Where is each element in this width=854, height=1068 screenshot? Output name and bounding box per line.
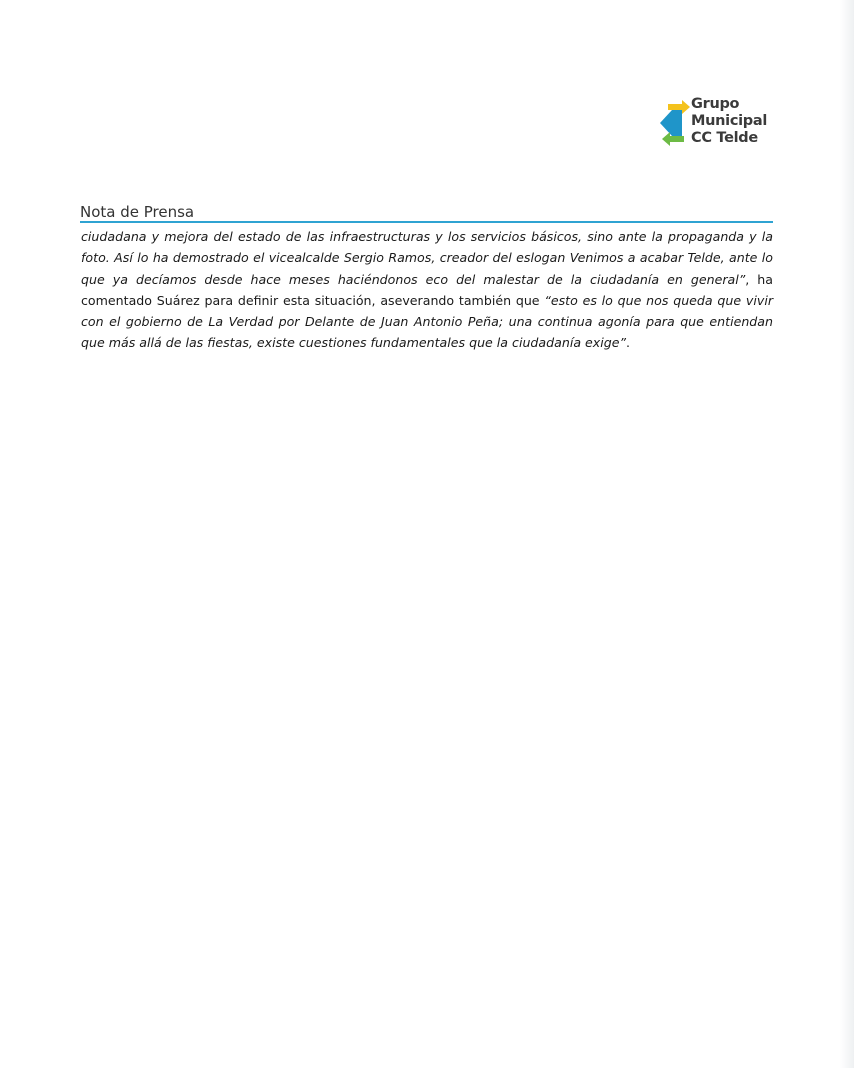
closing-period: . — [626, 335, 631, 351]
quote-segment: “esto es lo que nos queda que vivir con el gobierno de La Verdad por Delante de Juan Antonio Peña; una continua agonía para que entiendan que más allá de las fiestas, existe cuestiones fundamentales que la ciudadanía exige” — [81, 292, 773, 351]
quote-segment: ciudadana y mejora del estado de las infraestructuras y los servicios básicos, sino ante la propaganda y la foto. Así lo ha demostrado el vicealcalde Sergio Ramos, creador del eslogan Venimos a acabar Telde, ante lo que ya decíamos desde hace meses haciéndonos eco del malestar de la ciudadanía en general” — [81, 229, 773, 287]
grupo-municipal-logo — [660, 96, 780, 152]
logo-arrows-icon — [660, 98, 692, 148]
document-heading: Nota de Prensa — [80, 203, 195, 221]
logo-wordmark — [691, 96, 767, 147]
page-edge-shadow — [840, 0, 854, 1068]
press-release-paragraph — [81, 226, 773, 354]
logo-line-3: CC Telde — [691, 130, 758, 146]
logo-line-2: Municipal — [691, 113, 768, 129]
narration-segment: , ha comentado Suárez para definir esta situación, aseverando también que — [81, 271, 773, 308]
logo-line-1: Grupo — [691, 96, 740, 112]
heading-underline — [80, 221, 773, 223]
